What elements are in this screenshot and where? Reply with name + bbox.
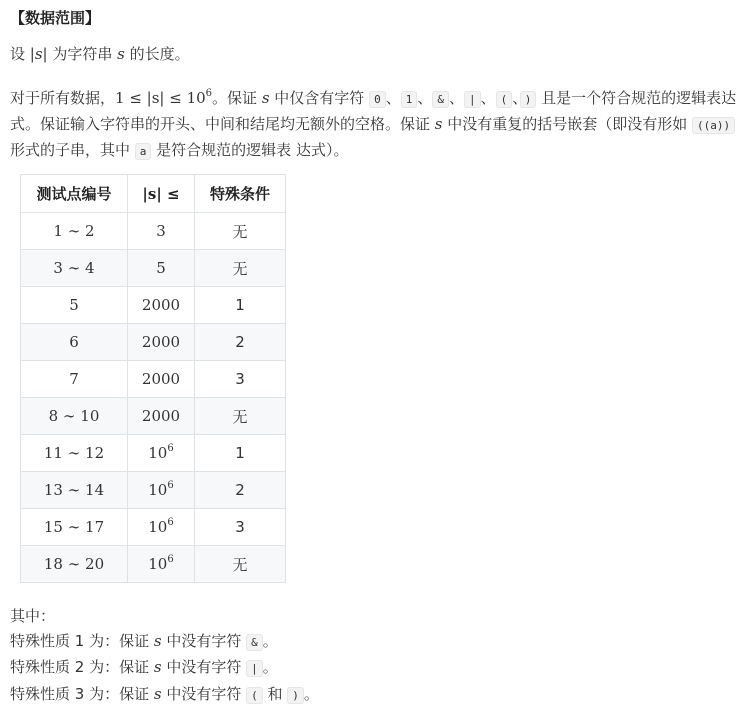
cell-special bbox=[195, 361, 286, 398]
table-header-row bbox=[21, 175, 286, 213]
cell-length bbox=[128, 509, 195, 546]
cell-text: 5 bbox=[156, 259, 166, 277]
cell-length bbox=[128, 398, 195, 435]
cell-text: 10 bbox=[148, 555, 167, 573]
cell-exponent: 6 bbox=[167, 517, 173, 528]
text: 形式的子串，其中 bbox=[10, 141, 135, 159]
cell-text: 2 bbox=[235, 481, 245, 499]
table-row bbox=[21, 398, 286, 435]
cell-test-id bbox=[21, 472, 128, 509]
cell-special bbox=[195, 509, 286, 546]
special-property-1 bbox=[10, 629, 319, 656]
cell-length bbox=[128, 361, 195, 398]
table-row bbox=[21, 361, 286, 398]
code-char: ) bbox=[287, 687, 304, 704]
text: 中没有重复的括号嵌套（即没有形如 bbox=[442, 115, 692, 133]
text: 中没有字符 bbox=[162, 658, 247, 676]
table-row bbox=[21, 546, 286, 583]
cell-length bbox=[128, 546, 195, 583]
code-char: ( bbox=[246, 687, 263, 704]
cell-test-id bbox=[21, 398, 128, 435]
cell-exponent: 6 bbox=[167, 443, 173, 454]
cell-text: 3 bbox=[235, 370, 245, 388]
cell-text: 无 bbox=[232, 223, 247, 241]
code-char: 1 bbox=[401, 91, 418, 108]
notes-intro: 其中： bbox=[10, 604, 319, 629]
text: 和 bbox=[263, 685, 288, 703]
cell-special bbox=[195, 435, 286, 472]
text: 。 bbox=[263, 658, 278, 676]
cell-text: 无 bbox=[232, 260, 247, 278]
cell-length bbox=[128, 250, 195, 287]
cell-text: 1 bbox=[235, 444, 245, 462]
math-s: s bbox=[154, 685, 162, 703]
math-range-base: 1 ≤ |s| ≤ 10 bbox=[115, 89, 206, 107]
code-char: | bbox=[246, 660, 263, 677]
code-char: & bbox=[432, 91, 449, 108]
table-row bbox=[21, 435, 286, 472]
cell-text: 13 ∼ 14 bbox=[44, 481, 104, 499]
text: 中仅含有字符 bbox=[270, 89, 370, 107]
table-row bbox=[21, 472, 286, 509]
cell-special bbox=[195, 398, 286, 435]
cell-exponent: 6 bbox=[167, 554, 173, 565]
cell-length bbox=[128, 213, 195, 250]
cell-text: 10 bbox=[148, 518, 167, 536]
text: 中没有字符 bbox=[162, 632, 247, 650]
cell-test-id bbox=[21, 324, 128, 361]
separator: 、 bbox=[512, 89, 520, 107]
cell-text: 6 bbox=[69, 333, 79, 351]
cell-exponent: 6 bbox=[167, 480, 173, 491]
cell-text: 10 bbox=[148, 481, 167, 499]
cell-text: 15 ∼ 17 bbox=[44, 518, 104, 536]
cell-length bbox=[128, 435, 195, 472]
special-property-3 bbox=[10, 682, 319, 708]
text: 特殊性质 3 为：保证 bbox=[10, 685, 154, 703]
text: 设 bbox=[10, 45, 30, 63]
separator: 、 bbox=[481, 89, 496, 107]
cell-test-id bbox=[21, 287, 128, 324]
cell-text: 7 bbox=[69, 370, 79, 388]
cell-text: 10 bbox=[148, 444, 167, 462]
math-s: s bbox=[262, 89, 270, 107]
constraints-paragraph bbox=[10, 86, 746, 164]
section-heading: 【数据范围】 bbox=[10, 7, 100, 28]
text: 且是一个符合规范的逻辑表达式。保证输入字符串的开头、中间和结尾均无额外的空格。保证 bbox=[10, 89, 736, 133]
separator: 、 bbox=[449, 89, 464, 107]
cell-length bbox=[128, 287, 195, 324]
text: 中没有字符 bbox=[162, 685, 247, 703]
cell-special bbox=[195, 287, 286, 324]
cell-special bbox=[195, 250, 286, 287]
text: 对于所有数据， bbox=[10, 89, 115, 107]
text: 。 bbox=[263, 632, 278, 650]
column-header-special: 特殊条件 bbox=[195, 175, 286, 213]
math-s: s bbox=[154, 658, 162, 676]
cell-text: 8 ∼ 10 bbox=[49, 407, 100, 425]
cell-text: 18 ∼ 20 bbox=[44, 555, 104, 573]
length-definition bbox=[10, 43, 190, 64]
text: 是符合规范的逻辑表 达式）。 bbox=[151, 141, 348, 159]
cell-text: 3 bbox=[235, 518, 245, 536]
cell-text: 2000 bbox=[142, 333, 180, 351]
cell-special bbox=[195, 546, 286, 583]
cell-test-id bbox=[21, 509, 128, 546]
cell-text: 1 ∼ 2 bbox=[53, 222, 94, 240]
cell-test-id bbox=[21, 361, 128, 398]
code-char: ( bbox=[496, 91, 513, 108]
separator: 、 bbox=[386, 89, 401, 107]
cell-text: 2000 bbox=[142, 296, 180, 314]
test-case-table bbox=[20, 174, 286, 583]
cell-test-id bbox=[21, 250, 128, 287]
math-s: s bbox=[435, 115, 443, 133]
text: 为字符串 bbox=[48, 45, 118, 63]
math-abs-s: |s| bbox=[30, 45, 48, 63]
cell-text: 2000 bbox=[142, 407, 180, 425]
cell-text: 1 bbox=[235, 296, 245, 314]
text: 。保证 bbox=[212, 89, 262, 107]
cell-text: 3 ∼ 4 bbox=[53, 259, 94, 277]
cell-test-id bbox=[21, 546, 128, 583]
cell-text: 2000 bbox=[142, 370, 180, 388]
cell-length bbox=[128, 324, 195, 361]
table-body bbox=[21, 213, 286, 583]
table-row bbox=[21, 287, 286, 324]
cell-text: 11 ∼ 12 bbox=[44, 444, 104, 462]
math-exponent: 6 bbox=[206, 88, 212, 99]
special-properties-notes bbox=[10, 604, 319, 708]
math-range bbox=[115, 89, 212, 107]
text: 特殊性质 2 为：保证 bbox=[10, 658, 154, 676]
cell-special bbox=[195, 324, 286, 361]
cell-text: 2 bbox=[235, 333, 245, 351]
math-s: s bbox=[154, 632, 162, 650]
cell-text: 3 bbox=[156, 222, 166, 240]
table-row bbox=[21, 213, 286, 250]
cell-text: 无 bbox=[232, 556, 247, 574]
code-char: & bbox=[246, 634, 263, 651]
cell-length bbox=[128, 472, 195, 509]
table-row bbox=[21, 324, 286, 361]
cell-text: 5 bbox=[69, 296, 79, 314]
cell-text: 无 bbox=[232, 408, 247, 426]
cell-special bbox=[195, 472, 286, 509]
separator: 、 bbox=[417, 89, 432, 107]
code-char: | bbox=[464, 91, 481, 108]
code-char: ) bbox=[520, 91, 537, 108]
column-header-test-id: 测试点编号 bbox=[21, 175, 128, 213]
table-row bbox=[21, 509, 286, 546]
code-nested-parens: ((a)) bbox=[692, 117, 735, 134]
cell-test-id bbox=[21, 435, 128, 472]
math-s: s bbox=[117, 45, 125, 63]
text: 的长度。 bbox=[125, 45, 190, 63]
column-header-length: |s| ≤ bbox=[128, 175, 195, 213]
text: 特殊性质 1 为：保证 bbox=[10, 632, 154, 650]
special-property-2 bbox=[10, 655, 319, 682]
code-a: a bbox=[135, 143, 152, 160]
cell-test-id bbox=[21, 213, 128, 250]
table-row bbox=[21, 250, 286, 287]
text: 。 bbox=[304, 685, 319, 703]
cell-special bbox=[195, 213, 286, 250]
code-char: 0 bbox=[369, 91, 386, 108]
